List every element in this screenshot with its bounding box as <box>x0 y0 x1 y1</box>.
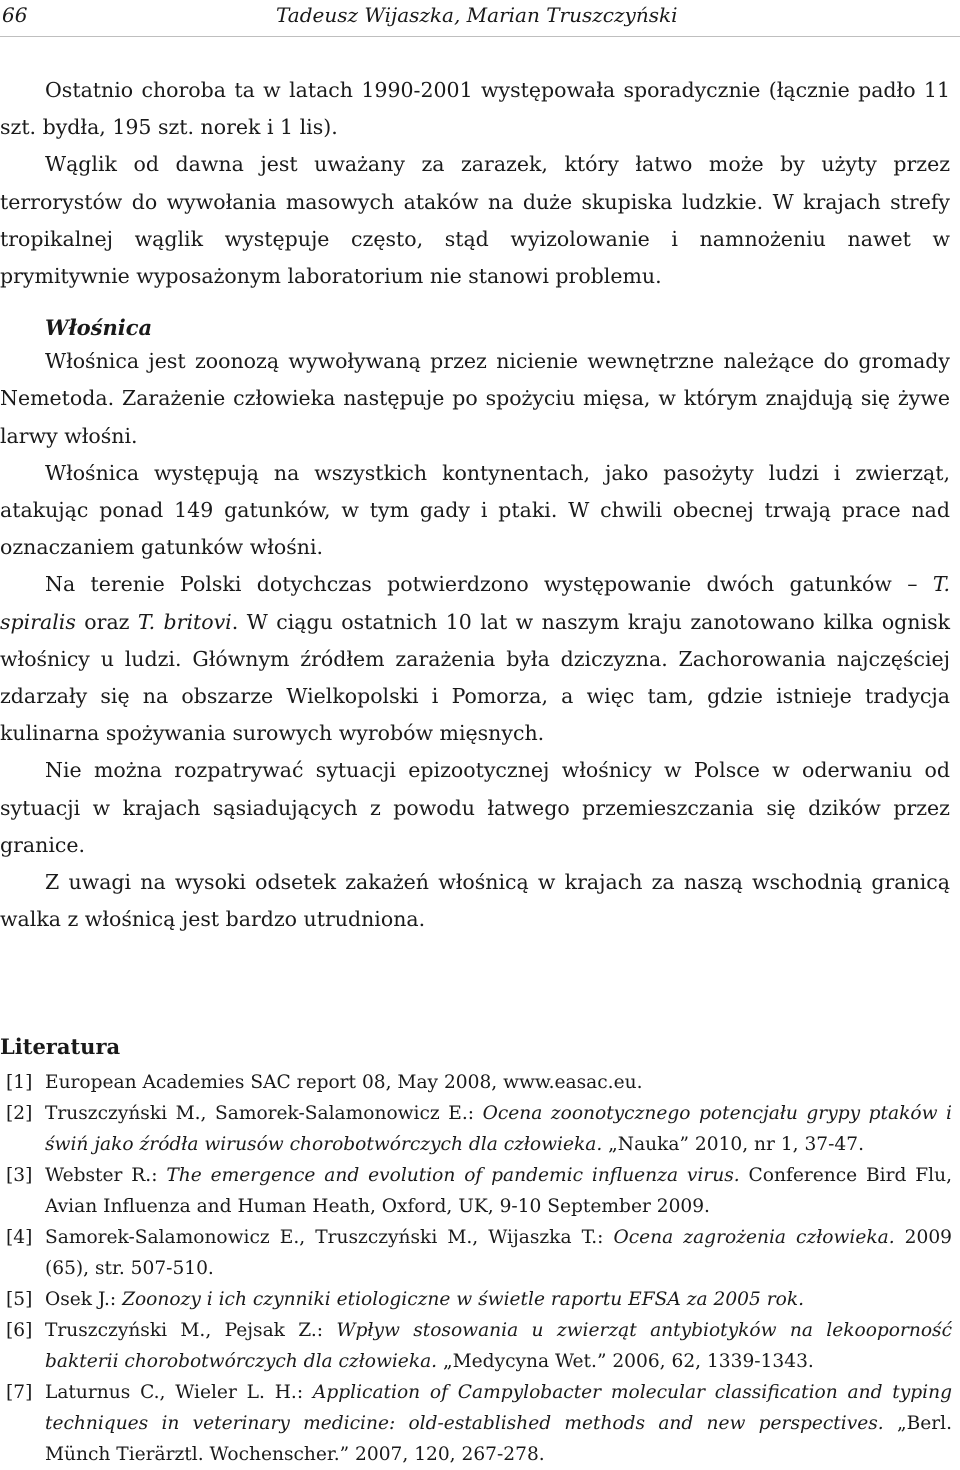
reference-item <box>0 1098 952 1160</box>
reference-authors: Truszczyński M., Samorek-Salamonowicz E.: <box>45 1103 483 1124</box>
reference-source: Conference Bird Flu, Avian Influenza and Human Heath, Oxford, UK, 9-10 September 2009. <box>45 1165 953 1217</box>
reference-source: „Nauka” 2010, nr 1, 37-47. <box>602 1134 864 1155</box>
reference-number: [3] <box>6 1165 33 1186</box>
reference-title: Zoonozy i ich czynniki etiologiczne w świetle raportu EFSA za 2005 rok. <box>122 1289 805 1310</box>
species-name: T. britovi <box>137 609 232 634</box>
reference-source: „Medycyna Wet.” 2006, 62, 1339-1343. <box>437 1351 814 1372</box>
reference-source: „Berl. Münch Tierärztl. Wochenscher.” 2007, 120, 267-278. <box>45 1413 952 1465</box>
paragraph: Nie można rozpatrywać sytuacji epizootycznej włośnicy w Polsce w oderwaniu od sytuacji w krajach sąsiadujących z powodu łatwego przemieszczania się dzików przez granice. <box>0 758 950 857</box>
section-heading: Włośnica <box>45 315 153 341</box>
reference-authors: Samorek-Salamonowicz E., Truszczyński M., Wijaszka T.: <box>45 1227 614 1248</box>
references-title: Literatura <box>0 1034 121 1059</box>
reference-list <box>0 1067 952 1470</box>
reference-authors: Webster R.: <box>45 1165 167 1186</box>
reference-title: The emergence and evolution of pandemic influenza virus. <box>166 1165 740 1186</box>
species-name: T. spiralis <box>0 572 950 634</box>
reference-item <box>0 1284 952 1315</box>
paragraph: Włośnica występują na wszystkich kontynentach, jako pasożyty ludzi i zwierząt, atakując ponad 149 gatunków, w tym gady i ptaki. W chwili obecnej trwają prace nad oznaczaniem gatunków włośni. <box>0 460 950 560</box>
reference-number: [7] <box>6 1382 33 1403</box>
reference-authors: Osek J.: <box>45 1289 123 1310</box>
reference-number: [1] <box>6 1072 33 1093</box>
reference-authors: Truszczyński M., Pejsak Z.: <box>45 1320 337 1341</box>
reference-item <box>0 1160 952 1222</box>
reference-authors: European Academies SAC report 08, May 2008, www.easac.eu. <box>45 1072 643 1093</box>
text-run: oraz <box>75 609 138 634</box>
reference-authors: Laturnus C., Wieler L. H.: <box>45 1382 313 1403</box>
paragraph: Z uwagi na wysoki odsetek zakażeń włośnicą w krajach za naszą wschodnią granicą walka z włośnicą jest bardzo utrudniona. <box>0 870 950 932</box>
reference-number: [5] <box>6 1289 33 1310</box>
reference-item <box>0 1315 952 1377</box>
reference-title: Ocena zagrożenia człowieka. <box>613 1227 895 1248</box>
reference-item <box>0 1067 952 1098</box>
reference-number: [4] <box>6 1227 33 1248</box>
text-run: . W ciągu ostatnich 10 lat w naszym kraju zanotowano kilka ognisk włośnicy u ludzi. Głównym źródłem zarażenia była dziczyzna. Zachorowania najczęściej zdarzały się na obszarze Wielkopolski i Pomorza, a więc tam, gdzie istnieje tradycja kulinarna spożywania surowych wyrobów mięsnych. <box>0 609 951 746</box>
running-head: Tadeusz Wijaszka, Marian Truszczyński <box>276 3 678 27</box>
article-body <box>0 72 950 938</box>
reference-source: 2009 (65), str. 507-510. <box>45 1227 952 1279</box>
reference-number: [6] <box>6 1320 33 1341</box>
paragraph: Włośnica jest zoonozą wywoływaną przez nicienie wewnętrzne należące do gromady Nemetoda. Zarażenie człowieka następuje po spożyciu mięsa, w którym znajdują się żywe larwy włośni. <box>0 349 950 448</box>
text-run: Na terenie Polski dotychczas potwierdzono występowanie dwóch gatunków – <box>45 572 933 597</box>
reference-number: [2] <box>6 1103 33 1124</box>
page-number: 66 <box>2 3 28 27</box>
reference-item <box>0 1222 952 1284</box>
paragraph: Wąglik od dawna jest uważany za zarazek, który łatwo może by użyty przez terrorystów do wywołania masowych ataków na duże skupiska ludzkie. W krajach strefy tropikalnej wąglik występuje często, stąd wyizolowanie i namnożeniu nawet w prymitywnie wyposażonym laboratorium nie stanowi problemu. <box>0 152 950 289</box>
reference-title: Ocena zoonotycznego potencjału grypy ptaków i świń jako źródła wirusów chorobotwórczych dla człowieka. <box>45 1103 952 1155</box>
reference-title: Application of Campylobacter molecular classification and typing techniques in veterinary medicine: old-established methods and new perspectives. <box>45 1382 953 1434</box>
page-header <box>0 0 960 37</box>
reference-item <box>0 1377 952 1470</box>
paragraph: Ostatnio choroba ta w latach 1990-2001 występowała sporadycznie (łącznie padło 11 szt. bydła, 195 szt. norek i 1 lis). <box>0 78 950 140</box>
reference-title: Wpływ stosowania u zwierząt antybiotyków na lekooporność bakterii chorobotwórczych dla człowieka. <box>45 1320 952 1372</box>
paragraph <box>0 566 950 752</box>
